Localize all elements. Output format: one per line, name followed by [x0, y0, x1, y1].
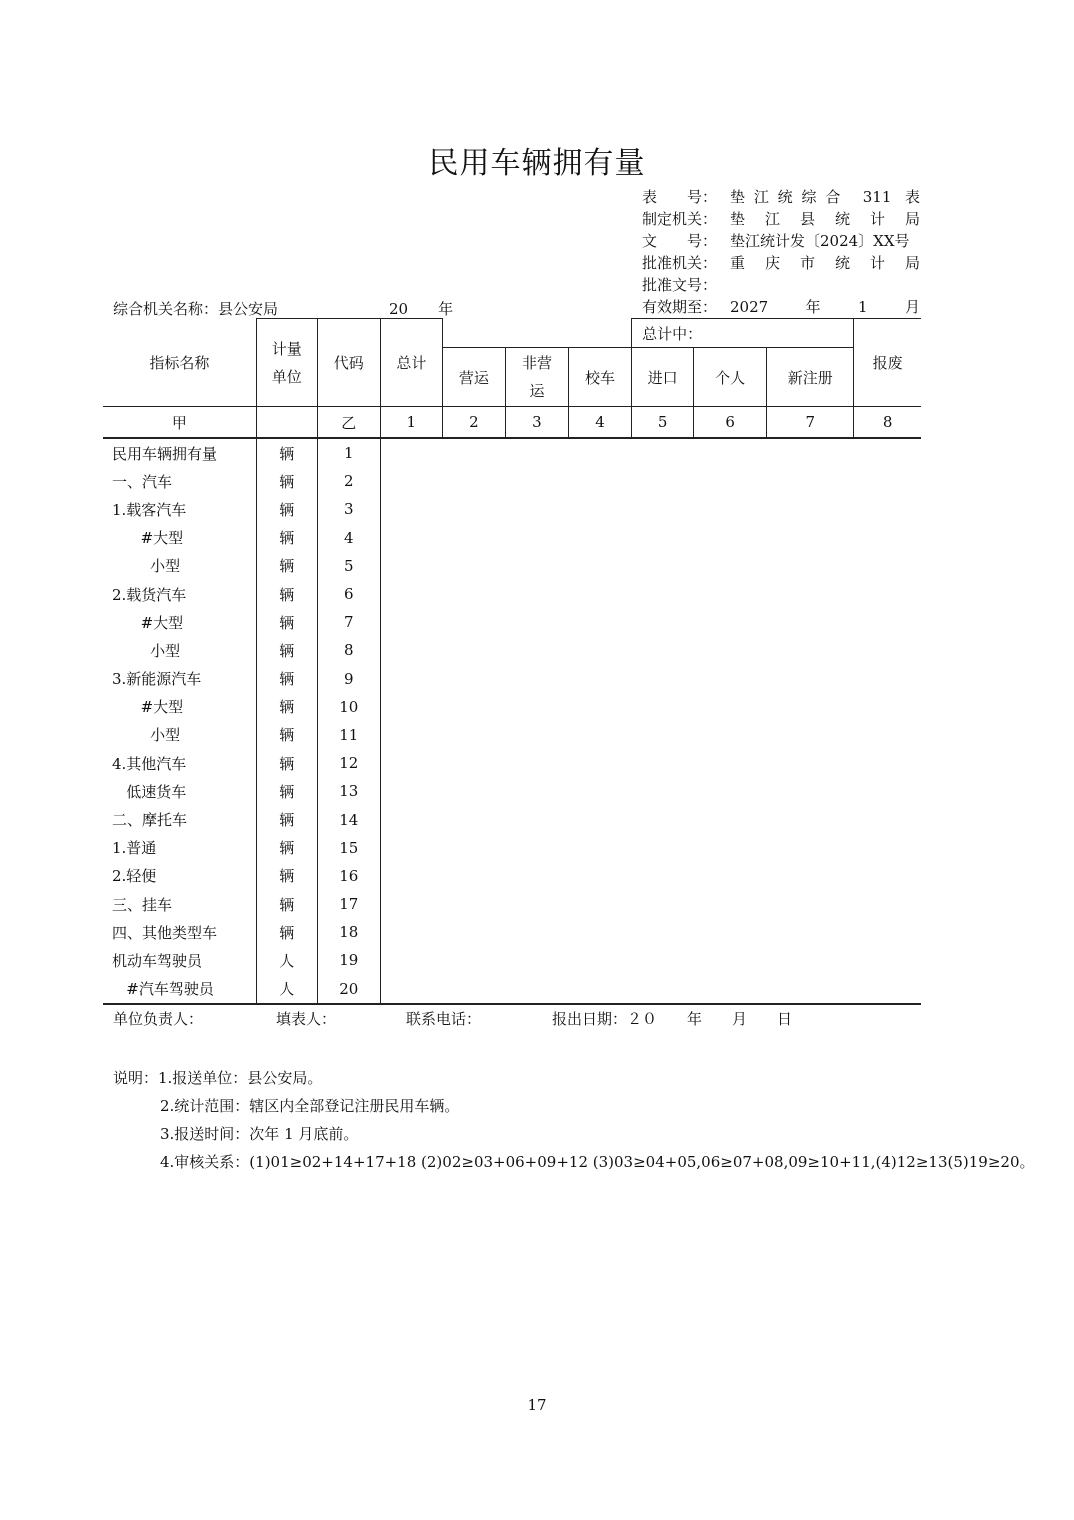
row-value-cell [854, 552, 921, 580]
row-value-cell [694, 580, 767, 608]
row-value-cell [568, 777, 631, 805]
row-value-cell [854, 467, 921, 495]
row-value-cell [854, 805, 921, 833]
row-value-cell [505, 693, 568, 721]
row-value-cell [632, 636, 694, 664]
row-code: 9 [317, 665, 380, 693]
row-unit: 辆 [256, 693, 317, 721]
note-line: 4.审核关系：(1)01≥02+14+17+18 (2)02≥03+06+09+12 (3)03≥04+05,06≥07+08,09≥10+11,(4)12≥13(5)19≥20。 [160, 1153, 1035, 1171]
row-value-cell [632, 495, 694, 523]
row-value-cell [694, 834, 767, 862]
row-value-cell [380, 918, 442, 946]
meta-row-doc-number [642, 230, 920, 252]
row-value-cell [442, 552, 505, 580]
table-row [103, 946, 921, 974]
row-value-cell [505, 975, 568, 1004]
row-name: 小型 [103, 552, 256, 580]
row-value-cell [380, 665, 442, 693]
row-value-cell [694, 777, 767, 805]
row-value-cell [854, 438, 921, 467]
row-value-cell [632, 946, 694, 974]
row-value-cell [442, 975, 505, 1004]
row-value-cell [767, 524, 854, 552]
row-value-cell [568, 918, 631, 946]
row-value-cell [505, 495, 568, 523]
meta-key: 批准文号： [642, 276, 718, 294]
org-label: 综合机关名称：县公安局 [113, 300, 279, 318]
row-value-cell [632, 608, 694, 636]
row-unit: 辆 [256, 608, 317, 636]
col-number [256, 407, 317, 439]
table-row [103, 580, 921, 608]
row-value-cell [694, 495, 767, 523]
row-value-cell [694, 467, 767, 495]
row-value-cell [767, 834, 854, 862]
row-value-cell [380, 580, 442, 608]
row-unit: 辆 [256, 438, 317, 467]
row-value-cell [505, 665, 568, 693]
table-row [103, 467, 921, 495]
col-number: 6 [694, 407, 767, 439]
meta-row-issuer [642, 208, 920, 230]
row-code: 12 [317, 749, 380, 777]
header-spacer [442, 319, 631, 348]
row-value-cell [568, 580, 631, 608]
row-value-cell [442, 608, 505, 636]
row-value-cell [854, 608, 921, 636]
row-unit: 辆 [256, 665, 317, 693]
row-unit: 辆 [256, 524, 317, 552]
row-value-cell [568, 552, 631, 580]
row-value-cell [632, 552, 694, 580]
row-value-cell [505, 636, 568, 664]
row-value-cell [854, 749, 921, 777]
row-code: 17 [317, 890, 380, 918]
header-total: 总计 [380, 319, 442, 407]
row-value-cell [380, 495, 442, 523]
table-row [103, 721, 921, 749]
meta-row-approver [642, 252, 920, 274]
row-value-cell [694, 552, 767, 580]
row-value-cell [854, 834, 921, 862]
note-line: 3.报送时间：次年 1 月底前。 [160, 1125, 359, 1143]
row-value-cell [505, 805, 568, 833]
header-scrapped: 报废 [854, 319, 921, 407]
row-value-cell [505, 862, 568, 890]
row-value-cell [854, 946, 921, 974]
row-value-cell [632, 975, 694, 1004]
row-value-cell [380, 862, 442, 890]
row-value-cell [767, 467, 854, 495]
note-line: 2.统计范围：辖区内全部登记注册民用车辆。 [160, 1097, 460, 1115]
row-name: #大型 [103, 693, 256, 721]
row-value-cell [380, 608, 442, 636]
row-value-cell [694, 946, 767, 974]
row-value-cell [380, 467, 442, 495]
row-value-cell [854, 524, 921, 552]
row-code: 19 [317, 946, 380, 974]
row-code: 11 [317, 721, 380, 749]
row-value-cell [505, 438, 568, 467]
row-value-cell [568, 805, 631, 833]
row-value-cell [442, 438, 505, 467]
row-value-cell [854, 890, 921, 918]
header-non-operating: 非营 运 [505, 348, 568, 407]
row-value-cell [380, 721, 442, 749]
row-value-cell [632, 438, 694, 467]
row-unit: 辆 [256, 749, 317, 777]
row-value-cell [632, 693, 694, 721]
row-code: 5 [317, 552, 380, 580]
row-value-cell [694, 608, 767, 636]
row-value-cell [694, 438, 767, 467]
row-value-cell [380, 749, 442, 777]
row-value-cell [568, 890, 631, 918]
row-name: 四、其他类型车 [103, 918, 256, 946]
row-value-cell [568, 608, 631, 636]
table-row [103, 918, 921, 946]
row-value-cell [380, 693, 442, 721]
header-imported: 进口 [632, 348, 694, 407]
row-value-cell [380, 890, 442, 918]
row-value-cell [694, 524, 767, 552]
header-among: 总计中： [632, 319, 854, 348]
row-value-cell [694, 862, 767, 890]
row-value-cell [442, 495, 505, 523]
row-name: 二、摩托车 [103, 805, 256, 833]
table-row [103, 749, 921, 777]
row-value-cell [568, 665, 631, 693]
row-value-cell [442, 890, 505, 918]
row-value-cell [505, 777, 568, 805]
row-unit: 辆 [256, 721, 317, 749]
table-row [103, 805, 921, 833]
row-value-cell [767, 438, 854, 467]
row-value-cell [442, 665, 505, 693]
row-value-cell [854, 636, 921, 664]
row-code: 18 [317, 918, 380, 946]
table-row [103, 438, 921, 467]
table-row [103, 636, 921, 664]
row-value-cell [380, 834, 442, 862]
header-private: 个人 [694, 348, 767, 407]
header-unit: 计量 单位 [256, 319, 317, 407]
meta-key: 制定机关： [642, 210, 718, 228]
row-value-cell [505, 749, 568, 777]
col-number: 3 [505, 407, 568, 439]
row-unit: 辆 [256, 834, 317, 862]
row-value-cell [632, 580, 694, 608]
row-value-cell [380, 975, 442, 1004]
row-name: 民用车辆拥有量 [103, 438, 256, 467]
row-value-cell [380, 946, 442, 974]
row-unit: 辆 [256, 918, 317, 946]
row-value-cell [767, 552, 854, 580]
footer-phone: 联系电话： [406, 1010, 482, 1028]
row-value-cell [767, 946, 854, 974]
row-value-cell [380, 438, 442, 467]
meta-key: 批准机关： [642, 254, 718, 272]
header-operating: 营运 [442, 348, 505, 407]
row-value-cell [632, 834, 694, 862]
row-unit: 辆 [256, 805, 317, 833]
row-value-cell [505, 721, 568, 749]
row-value-cell [632, 749, 694, 777]
header-name: 指标名称 [103, 319, 256, 407]
table-row [103, 890, 921, 918]
row-unit: 辆 [256, 777, 317, 805]
row-value-cell [442, 862, 505, 890]
row-code: 3 [317, 495, 380, 523]
row-value-cell [694, 805, 767, 833]
row-value-cell [442, 918, 505, 946]
row-value-cell [632, 918, 694, 946]
row-value-cell [568, 946, 631, 974]
row-value-cell [568, 862, 631, 890]
row-unit: 辆 [256, 552, 317, 580]
footer-unit-head: 单位负责人： [113, 1010, 204, 1028]
row-name: 一、汽车 [103, 467, 256, 495]
row-name: 2.载货汽车 [103, 580, 256, 608]
row-value-cell [694, 749, 767, 777]
row-code: 7 [317, 608, 380, 636]
table-row [103, 524, 921, 552]
document-title: 民用车辆拥有量 [428, 146, 646, 181]
row-value-cell [767, 918, 854, 946]
meta-value: 2027年1月 [730, 298, 920, 316]
footer-report-date: 报出日期：２０ 年 月 日 [552, 1010, 793, 1028]
row-name: 小型 [103, 636, 256, 664]
row-unit: 人 [256, 975, 317, 1004]
row-value-cell [854, 721, 921, 749]
meta-value: 垫江县统计局 [730, 210, 920, 228]
meta-row-form-number [642, 186, 920, 208]
row-value-cell [442, 636, 505, 664]
row-value-cell [632, 467, 694, 495]
header-new-registration: 新注册 [767, 348, 854, 407]
row-value-cell [767, 805, 854, 833]
row-code: 10 [317, 693, 380, 721]
row-value-cell [632, 777, 694, 805]
year-label: 20 年 [389, 300, 454, 318]
row-value-cell [380, 524, 442, 552]
row-value-cell [632, 665, 694, 693]
col-number: 甲 [103, 407, 256, 439]
row-name: 机动车驾驶员 [103, 946, 256, 974]
data-table [103, 318, 921, 1005]
row-code: 6 [317, 580, 380, 608]
table-row [103, 834, 921, 862]
row-value-cell [505, 552, 568, 580]
row-code: 20 [317, 975, 380, 1004]
row-value-cell [767, 665, 854, 693]
table-row [103, 495, 921, 523]
row-value-cell [767, 749, 854, 777]
row-value-cell [767, 693, 854, 721]
header-school-bus: 校车 [568, 348, 631, 407]
row-value-cell [442, 834, 505, 862]
row-value-cell [854, 862, 921, 890]
row-value-cell [767, 890, 854, 918]
col-number: 4 [568, 407, 631, 439]
row-code: 2 [317, 467, 380, 495]
row-value-cell [380, 805, 442, 833]
table-row [103, 975, 921, 1004]
row-value-cell [442, 946, 505, 974]
row-value-cell [854, 975, 921, 1004]
row-value-cell [854, 580, 921, 608]
row-value-cell [767, 580, 854, 608]
row-code: 8 [317, 636, 380, 664]
row-value-cell [568, 495, 631, 523]
row-value-cell [442, 467, 505, 495]
footer-filler: 填表人： [276, 1010, 337, 1028]
row-value-cell [568, 834, 631, 862]
row-value-cell [505, 608, 568, 636]
row-value-cell [442, 805, 505, 833]
row-value-cell [442, 693, 505, 721]
row-code: 16 [317, 862, 380, 890]
row-value-cell [568, 749, 631, 777]
row-value-cell [568, 636, 631, 664]
table-row [103, 777, 921, 805]
row-unit: 辆 [256, 467, 317, 495]
row-name: 4.其他汽车 [103, 749, 256, 777]
table-row [103, 608, 921, 636]
row-value-cell [767, 608, 854, 636]
meta-key: 有效期至： [642, 298, 718, 316]
meta-key: 表 号： [642, 188, 718, 206]
meta-value: 垫江统计发〔2024〕XX号 [730, 232, 910, 250]
col-number: 7 [767, 407, 854, 439]
col-number: 2 [442, 407, 505, 439]
row-value-cell [442, 777, 505, 805]
row-value-cell [767, 777, 854, 805]
row-unit: 辆 [256, 862, 317, 890]
row-value-cell [694, 975, 767, 1004]
row-value-cell [505, 946, 568, 974]
header-code: 代码 [317, 319, 380, 407]
row-value-cell [568, 438, 631, 467]
page-number: 17 [527, 1396, 547, 1414]
row-value-cell [767, 862, 854, 890]
row-value-cell [767, 721, 854, 749]
row-unit: 辆 [256, 890, 317, 918]
col-number: 8 [854, 407, 921, 439]
row-value-cell [694, 636, 767, 664]
row-value-cell [632, 862, 694, 890]
meta-value: 垫江统综合 311 表 [730, 188, 920, 206]
row-value-cell [568, 975, 631, 1004]
row-code: 13 [317, 777, 380, 805]
row-value-cell [854, 693, 921, 721]
row-name: #大型 [103, 524, 256, 552]
row-value-cell [505, 918, 568, 946]
row-value-cell [380, 552, 442, 580]
row-name: #大型 [103, 608, 256, 636]
row-value-cell [505, 890, 568, 918]
row-value-cell [632, 890, 694, 918]
row-name: 1.普通 [103, 834, 256, 862]
row-value-cell [854, 495, 921, 523]
row-code: 15 [317, 834, 380, 862]
row-value-cell [505, 580, 568, 608]
row-value-cell [505, 467, 568, 495]
row-value-cell [442, 580, 505, 608]
row-value-cell [767, 495, 854, 523]
row-value-cell [568, 524, 631, 552]
row-value-cell [694, 890, 767, 918]
row-value-cell [854, 665, 921, 693]
row-value-cell [505, 524, 568, 552]
row-value-cell [568, 721, 631, 749]
row-value-cell [568, 693, 631, 721]
meta-key: 文 号： [642, 232, 718, 250]
col-number: 5 [632, 407, 694, 439]
col-number: 乙 [317, 407, 380, 439]
row-name: 2.轻便 [103, 862, 256, 890]
row-name: 小型 [103, 721, 256, 749]
row-name: 低速货车 [103, 777, 256, 805]
row-unit: 辆 [256, 580, 317, 608]
row-code: 14 [317, 805, 380, 833]
row-value-cell [442, 524, 505, 552]
row-value-cell [505, 834, 568, 862]
row-value-cell [568, 467, 631, 495]
row-code: 1 [317, 438, 380, 467]
row-name: 3.新能源汽车 [103, 665, 256, 693]
row-unit: 人 [256, 946, 317, 974]
row-name: #汽车驾驶员 [103, 975, 256, 1004]
table-row [103, 693, 921, 721]
row-value-cell [632, 524, 694, 552]
meta-row-valid-until [642, 296, 920, 318]
row-value-cell [442, 749, 505, 777]
table-body [103, 438, 921, 1004]
table-row [103, 862, 921, 890]
row-unit: 辆 [256, 636, 317, 664]
row-value-cell [632, 721, 694, 749]
row-value-cell [694, 693, 767, 721]
row-value-cell [694, 665, 767, 693]
row-value-cell [767, 975, 854, 1004]
row-value-cell [854, 918, 921, 946]
meta-row-approval-number [642, 274, 920, 296]
row-value-cell [694, 721, 767, 749]
row-name: 三、挂车 [103, 890, 256, 918]
row-value-cell [854, 777, 921, 805]
row-value-cell [767, 636, 854, 664]
row-value-cell [380, 636, 442, 664]
row-unit: 辆 [256, 495, 317, 523]
table-row [103, 665, 921, 693]
table-row [103, 552, 921, 580]
row-value-cell [694, 918, 767, 946]
notes [113, 1064, 1034, 1176]
col-number: 1 [380, 407, 442, 439]
note-line: 说明：1.报送单位：县公安局。 [113, 1069, 323, 1087]
row-value-cell [380, 777, 442, 805]
row-name: 1.载客汽车 [103, 495, 256, 523]
meta-value: 重庆市统计局 [730, 254, 920, 272]
row-value-cell [442, 721, 505, 749]
row-code: 4 [317, 524, 380, 552]
row-value-cell [632, 805, 694, 833]
